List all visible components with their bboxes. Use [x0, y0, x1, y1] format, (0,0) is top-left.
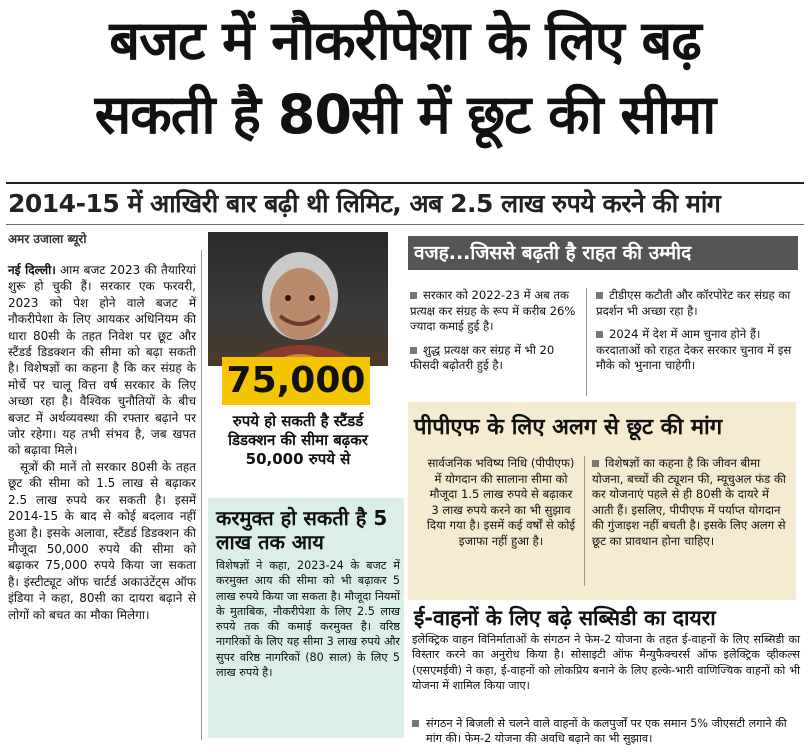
bullet-icon	[592, 460, 599, 467]
main-story-para-2: सूत्रों की मानें तो सरकार 80सी के तहत छूट की सीमा को 1.5 लाख से बढ़ाकर 2.5 लाख रुपये कर सकती है। इसमें 2014-15 के बाद से कोई बदलाव नहीं हुआ है। इसके अलावा, स्टैंडर्ड डिडक्शन की मौजूदा 50,000 रुपये की सीमा को बढ़ाकर 75,000 रुपये किया जा सकता है। इंस्टीट्यूट ऑफ चार्टर्ड अकाउंटेंट्स ऑफ इंडिया ने कहा, 80सी का दायरा बढ़ाने से लोगों को बचत का मौका मिलेगा।	[8, 459, 196, 622]
reason-text: टीडीएस कटौती और कॉरपोरेट कर संग्रह का प्रदर्शन भी अच्छा रहा है।	[596, 288, 791, 318]
ppf-divider	[584, 456, 585, 586]
reason-item	[596, 327, 796, 374]
main-story-para-1	[8, 262, 196, 459]
ev-bullet-text: संगठन ने बिजली से चलने वाले वाहनों के कलपुर्जों पर एक समान 5% जीएसटी लगाने की मांग की। फेम-2 योजना की अवधि बढ़ाने का भी सुझाव।	[426, 717, 787, 746]
ppf-left-text: सार्वजनिक भविष्य निधि (पीपीएफ) में योगदान की सालाना सीमा को मौजूदा 1.5 लाख रुपये से बढ़ाकर 3 लाख रुपये करने का भी सुझाव दिया गया है। इसमें कई वर्षों से कोई इजाफा नहीं हुआ है।	[426, 456, 576, 548]
reason-text: शुद्ध प्रत्यक्ष कर संग्रह में भी 20 फीसदी बढ़ोतरी हुई है।	[410, 342, 555, 373]
ev-bullet-item	[412, 716, 800, 747]
reason-item	[410, 343, 580, 374]
reasons-divider	[586, 288, 587, 396]
bullet-icon	[412, 720, 419, 727]
main-story-text-1: आम बजट 2023 की तैयारियां शुरू हो चुकी हैं। सरकार एक फरवरी, 2023 को पेश होने वाले बजट में नौकरीपेशा के लिए आयकर अधिनियम की धारा 80सी के तहत निवेश पर छूट और स्टैंडर्ड डिडक्शन की सीमा को बढ़ा सकती है। विशेषज्ञों का कहना है कि कर संग्रह के मोर्चे पर चालू वित्त वर्ष सरकार के लिए अच्छा रहा है। वैश्विक चुनौतियों के बीच बजट में अर्थव्यवस्था की रफ्तार बढ़ाने पर जोर रहेगा। यह तभी संभव है, जब खपत को बढ़ावा मिले।	[8, 263, 196, 458]
reasons-heading: वजह...जिससे बढ़ती है राहत की उम्मीद	[408, 236, 798, 270]
bullet-icon	[410, 292, 417, 299]
subheadline: 2014-15 में आखिरी बार बढ़ी थी लिमिट, अब 2.5 लाख रुपये करने की मांग	[8, 189, 721, 218]
reason-text: सरकार को 2022-23 में अब तक प्रत्यक्ष कर संग्रह के रूप में करीब 26% ज्यादा कमाई हुई है।	[410, 288, 576, 334]
subhead-divider	[6, 224, 804, 225]
byline: अमर उजाला ब्यूरो	[8, 232, 87, 246]
tax-free-title: करमुक्त हो सकती है 5 लाख तक आय	[216, 506, 388, 554]
bullet-icon	[410, 347, 417, 354]
headline-line-2: सकती है 80सी में छूट की सीमा	[94, 83, 716, 146]
portrait-illustration	[208, 232, 388, 366]
headline	[6, 4, 804, 152]
portrait-photo	[208, 232, 388, 366]
ppf-right-column	[592, 456, 790, 550]
ppf-right-text: विशेषज्ञों का कहना है कि जीवन बीमा योजना, बच्चों की ट्यूशन फी, म्यूचुअल फंड की कर योजनाएं पहले से ही 80सी के दायरे में आती हैं। इसलिए, पीपीएफ में पर्याप्त योगदान की गुंजाइश नहीं बचती है। इसके लिए अलग से छूट का प्रावधान होना चाहिए।	[592, 456, 786, 548]
reason-text: 2024 में देश में आम चुनाव होने हैं। करदाताओं को राहत देकर सरकार चुनाव में इस मौके को भुनाना चाहेगी।	[596, 327, 792, 373]
headline-divider	[6, 182, 804, 184]
dateline-place: नई दिल्ली।	[8, 263, 56, 277]
bullet-icon	[596, 331, 603, 338]
main-story	[8, 262, 196, 623]
reason-item	[596, 288, 796, 319]
tax-free-body: विशेषज्ञों ने कहा, 2023-24 के बजट में करमुक्त आय की सीमा को भी बढ़ाकर 5 लाख रुपये किया जा सकता है। मौजूदा नियमों के मुताबिक, नौकरीपेशा के लिए 2.5 लाख रुपये तक की कमाई करमुक्त है। वरिष्ठ नागरिकों के लिए यह सीमा 3 लाख रुपये और सुपर वरिष्ठ नागरिकों (80 साल) के लिए 5 लाख रुपये है।	[216, 559, 400, 680]
ev-title: ई-वाहनों के लिए बढ़े सब्सिडी का दायरा	[414, 606, 716, 630]
reasons-left-column	[410, 288, 580, 374]
bullet-icon	[596, 292, 603, 299]
stat-value-box: 75,000	[222, 357, 370, 405]
reasons-right-column	[596, 288, 796, 374]
ppf-title: पीपीएफ के लिए अलग से छूट की मांग	[414, 415, 723, 440]
stat-caption: रुपये हो सकती है स्टैंडर्ड डिडक्शन की सीमा बढ़कर 50,000 रुपये से	[228, 412, 368, 468]
headline-line-1: बजट में नौकरीपेशा के लिए बढ़	[109, 9, 701, 72]
reason-item	[410, 288, 580, 335]
column-divider-1	[201, 250, 202, 740]
ev-body: इलेक्ट्रिक वाहन विनिर्माताओं के संगठन ने फेम-2 योजना के तहत ई-वाहनों के लिए सब्सिडी का विस्तार करने का अनुरोध किया है। सोसाइटी ऑफ मैन्युफैक्चरर्स ऑफ इलेक्ट्रिक व्हीकल्स (एसएमईवी) ने कहा, ई-वाहनों को लोकप्रिय बनाने के लिए हल्के-भारी वाणिज्यिक वाहनों को भी योजना में शामिल किया जाए।	[412, 633, 800, 692]
